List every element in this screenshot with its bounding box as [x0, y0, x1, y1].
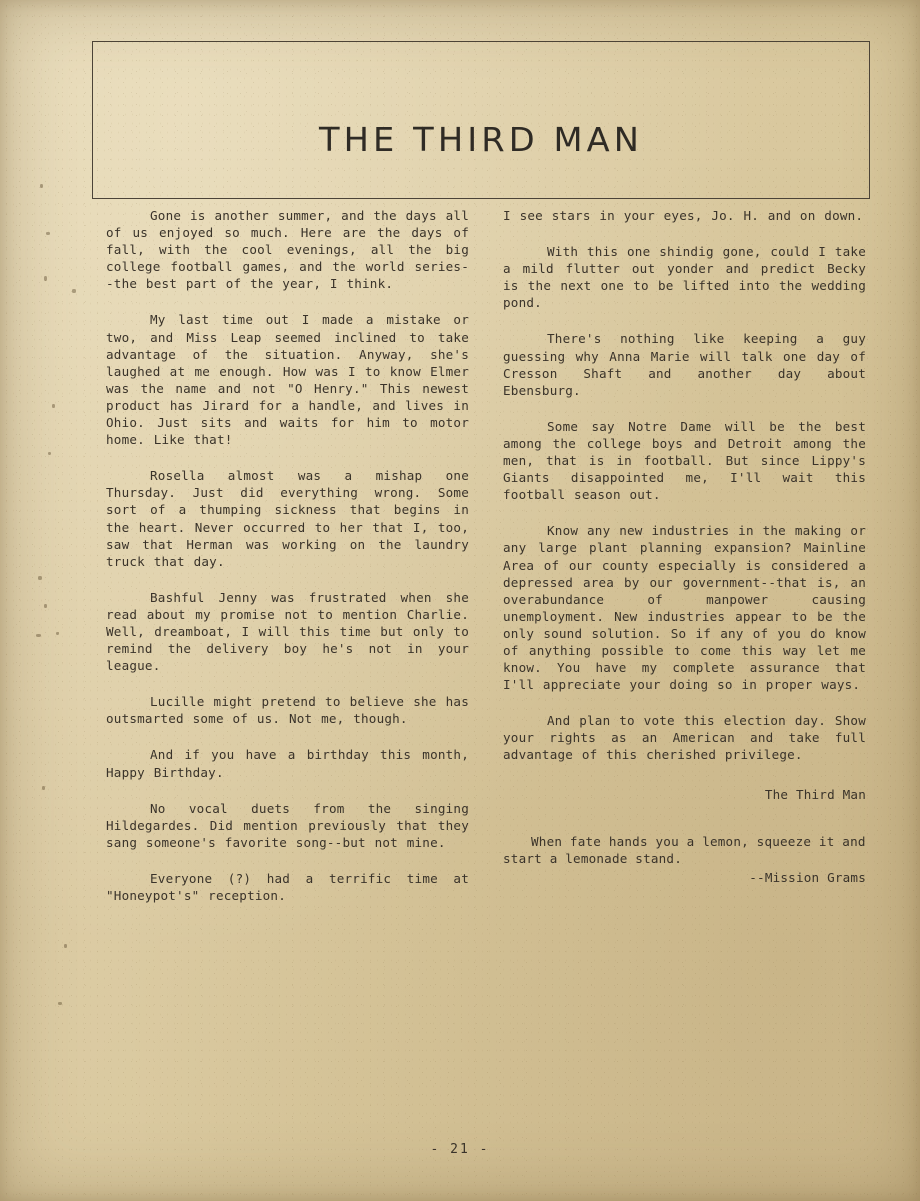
paper-fleck [48, 452, 51, 455]
paragraph: And plan to vote this election day. Show your rights as an American and take full advantage of this cherished privilege. [503, 713, 866, 763]
right-column [503, 207, 866, 923]
paragraph: Lucille might pretend to believe she has outsmarted some of us. Not me, though. [106, 694, 469, 727]
paper-fleck [42, 786, 45, 790]
paragraph: Know any new industries in the making or any large plant planning expansion? Mainline Area of our county especially is considered a depressed area by our government--that is, an overabundance of manpower causing unemployment. New industries appear to be the only sound solution. So if any of you do know of anything possible to come this way let me know. You have my complete assurance that I'll appreciate your doing so in proper ways. [503, 523, 866, 693]
paragraph: Bashful Jenny was frustrated when she read about my promise not to mention Charlie. Well, dreamboat, I will this time but only to remind the delivery boy he's not in your league. [106, 589, 469, 674]
paper-fleck [58, 1002, 62, 1005]
paper-fleck [40, 184, 43, 188]
paper-fleck [64, 944, 67, 948]
left-column [106, 207, 469, 923]
paragraph: And if you have a birthday this month, Happy Birthday. [106, 747, 469, 780]
paper-fleck [56, 632, 59, 635]
quote-attribution: --Mission Grams [749, 869, 866, 885]
paragraph: Everyone (?) had a terrific time at "Honeypot's" reception. [106, 870, 469, 903]
paper-fleck [46, 232, 50, 235]
paragraph: There's nothing like keeping a guy guessing why Anna Marie will talk one day of Cresson Shaft and another day about Ebensburg. [503, 331, 866, 398]
paragraph: My last time out I made a mistake or two, and Miss Leap seemed inclined to take advantage of the situation. Anyway, she's laughed at me enough. How was I to know Elmer was the name and not "O Henry." This newest product has Jirard for a handle, and lives in Ohio. Just sits and waits for him to motor home. Like that! [106, 312, 469, 448]
article-columns [106, 207, 866, 923]
paper-fleck [44, 604, 47, 608]
paper-fleck [38, 576, 42, 580]
page-number: - 21 - [430, 1142, 490, 1157]
paper-fleck [36, 634, 41, 637]
signature: The Third Man [764, 786, 866, 802]
paper-fleck [72, 289, 76, 293]
paper-fleck [44, 276, 47, 281]
paragraph: With this one shindig gone, could I take a mild flutter out yonder and predict Becky is the next one to be lifted into the wedding pond. [503, 244, 866, 311]
closing-quote: When fate hands you a lemon, squeeze it and start a lemonade stand. [503, 833, 866, 866]
page-title: THE THIRD MAN [319, 120, 643, 159]
paper-fleck [52, 404, 55, 408]
paragraph: No vocal duets from the singing Hildegardes. Did mention previously that they sang someone's favorite song--but not mine. [106, 800, 469, 850]
paragraph: I see stars in your eyes, Jo. H. and on down. [503, 208, 864, 223]
title-border-box [92, 41, 870, 199]
paragraph: Rosella almost was a mishap one Thursday. Just did everything wrong. Some sort of a thumping sickness that begins in the heart. Never occurred to her that I, too, saw that Herman was working on the laundry truck that day. [106, 468, 469, 569]
paragraph: Gone is another summer, and the days all of us enjoyed so much. Here are the days of fall, with the cool evenings, all the big college football games, and the world series--the best part of the year, I think. [106, 208, 469, 292]
paragraph: Some say Notre Dame will be the best among the college boys and Detroit among the men, that is in football. But since Lippy's Giants disappointed me, I'll wait this football season out. [503, 418, 866, 503]
